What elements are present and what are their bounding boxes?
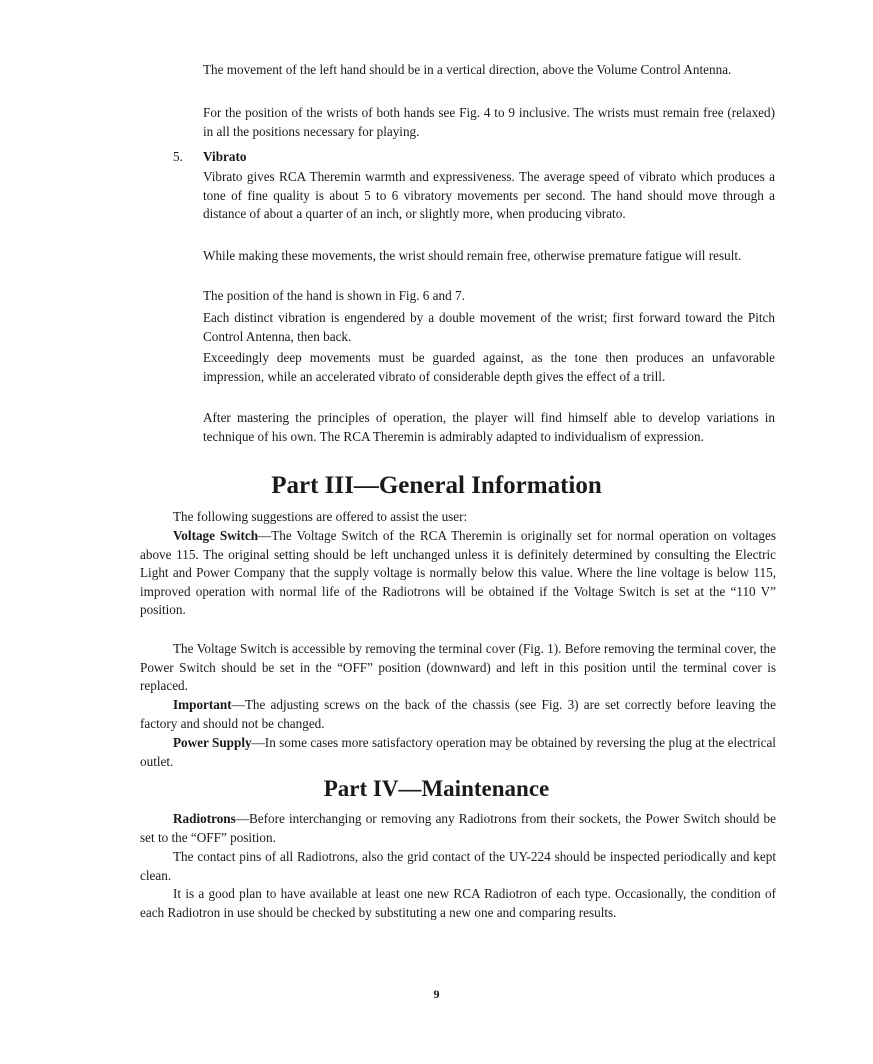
left-hand-paragraph: The movement of the left hand should be in a vertical direction, above the Volume Control Antenna. (203, 62, 732, 77)
voltage-switch-label: Voltage Switch (173, 528, 259, 543)
power-supply-paragraph (140, 734, 776, 771)
vibrato-paragraph: While making these movements, the wrist should remain free, otherwise premature fatigue will result. (203, 248, 742, 263)
part4-title: Part IV—Maintenance (323, 776, 550, 801)
important-label: Important (173, 697, 232, 712)
section-number: 5. (173, 149, 183, 164)
important-text: —The adjusting screws on the back of the chassis (see Fig. 3) are set correctly before leaving the factory and should not be changed. (140, 697, 776, 731)
voltage-switch-paragraph (140, 527, 776, 620)
page-number: 9 (433, 987, 440, 1001)
vibrato-heading: Vibrato (203, 149, 247, 164)
part3-intro: The following suggestions are offered to assist the user: (173, 509, 468, 524)
part3-title: Part III—General Information (271, 472, 602, 499)
voltage-switch-text: —The Voltage Switch of the RCA Theremin is originally set for normal operation on voltages above 115. The original setting should be left unchanged unless it is definitely determined by consulting the Electric Light and Power Company that the supply voltage is normally below this value. Where the line voltage is below 115, improved operation with normal life of the Radiotrons will be obtained if the Voltage Switch is set at the “110 V” position. (140, 528, 776, 618)
access-paragraph: The Voltage Switch is accessible by removing the terminal cover (Fig. 1). Before removing the terminal cover, the Power Switch should be set in the “OFF” position (downward) and left in this position until the terminal cover is replaced. (140, 641, 776, 694)
vibrato-paragraph: After mastering the principles of operation, the player will find himself able to develop variations in technique of his own. The RCA Theremin is admirably adapted to individualism of expression. (203, 410, 775, 444)
vibrato-paragraph: Each distinct vibration is engendered by a double movement of the wrist; first forward toward the Pitch Control Antenna, then back. (203, 310, 775, 344)
spare-radiotron-paragraph: It is a good plan to have available at least one new RCA Radiotron of each type. Occasionally, the condition of each Radiotron in use should be checked by substituting a new one and comparing results. (140, 886, 776, 920)
radiotrons-text: —Before interchanging or removing any Radiotrons from their sockets, the Power Switch should be set to the “OFF” position. (140, 811, 776, 845)
radiotrons-label: Radiotrons (173, 811, 236, 826)
wrist-position-paragraph: For the position of the wrists of both hands see Fig. 4 to 9 inclusive. The wrists must remain free (relaxed) in all the positions necessary for playing. (203, 105, 775, 139)
contact-pins-paragraph: The contact pins of all Radiotrons, also the grid contact of the UY-224 should be inspected periodically and kept clean. (140, 849, 776, 883)
important-paragraph (140, 696, 776, 733)
power-supply-label: Power Supply (173, 735, 252, 750)
vibrato-paragraph: Exceedingly deep movements must be guarded against, as the tone then produces an unfavorable impression, while an accelerated vibrato of considerable depth gives the effect of a trill. (203, 350, 775, 384)
vibrato-paragraph: The position of the hand is shown in Fig. 6 and 7. (203, 288, 465, 303)
vibrato-paragraph: Vibrato gives RCA Theremin warmth and expressiveness. The average speed of vibrato which produces a tone of fine quality is about 5 to 6 vibratory movements per second. The hand should move through a distance of about a quarter of an inch, or slightly more, when producing vibrato. (203, 169, 775, 222)
radiotrons-paragraph (140, 810, 776, 847)
power-supply-text: —In some cases more satisfactory operation may be obtained by reversing the plug at the electrical outlet. (140, 735, 776, 769)
